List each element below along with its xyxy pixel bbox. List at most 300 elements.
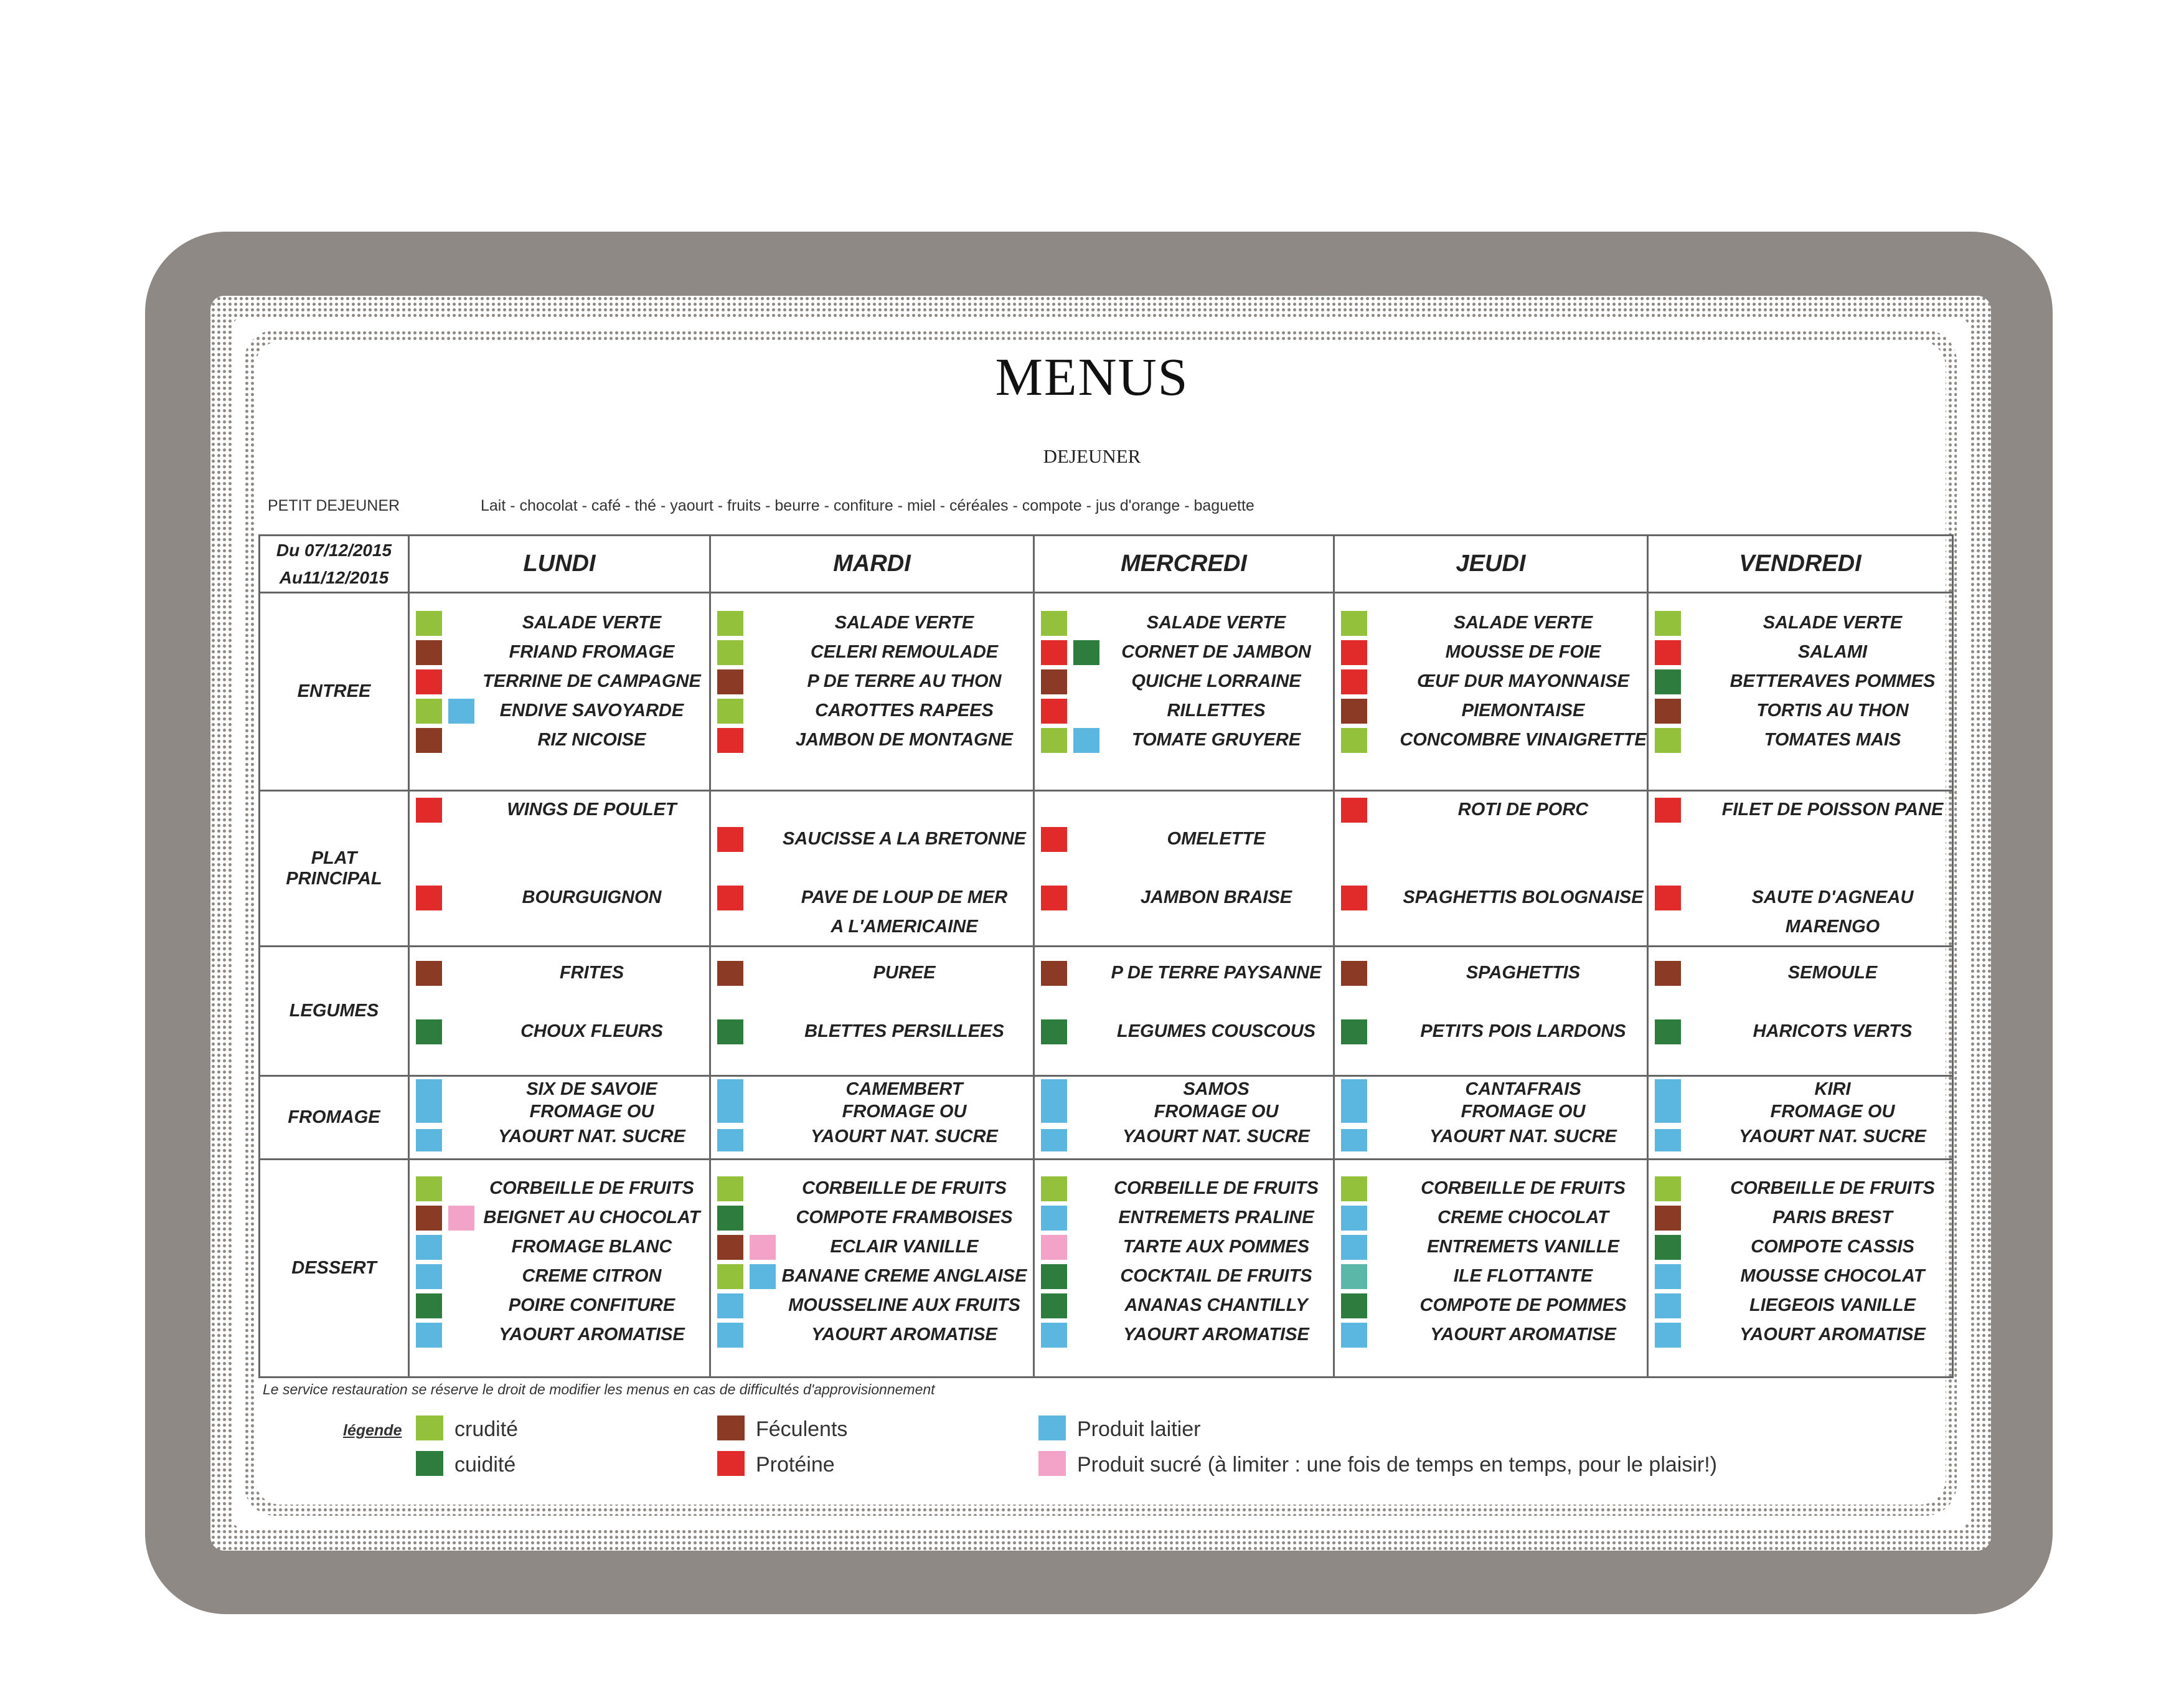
category-swatch: [717, 1235, 743, 1260]
category-swatch: [1341, 669, 1367, 694]
menu-item: [1035, 727, 1333, 754]
category-swatch: [717, 1079, 743, 1123]
category-swatch: [1655, 640, 1681, 665]
menu-item: [1649, 914, 1952, 941]
menu-item: [410, 1234, 709, 1261]
category-swatch: [717, 1176, 743, 1201]
menu-item-name: ENTREMETS VANILLE: [1427, 1237, 1619, 1257]
menu-item: [1035, 1175, 1333, 1203]
category-swatch: [448, 1206, 474, 1231]
cell-plat-jeudi: [1334, 791, 1648, 947]
menu-item: [711, 727, 1033, 754]
category-swatch: [1655, 798, 1681, 823]
legend-swatch: [416, 1416, 443, 1440]
category-swatch: [1341, 1079, 1367, 1123]
category-swatch: [416, 886, 442, 910]
menu-item-name: PUREE: [873, 963, 936, 983]
menu-item: [1335, 727, 1647, 754]
category-swatch: [416, 1176, 442, 1201]
menu-item: [1035, 639, 1333, 666]
category-swatch: [1341, 1129, 1367, 1151]
menu-item-name: CELERI REMOULADE: [810, 642, 999, 662]
menu-item-name: PARIS BREST: [1772, 1208, 1893, 1227]
cell-plat-mardi: [710, 791, 1034, 947]
menu-item: [711, 884, 1033, 912]
menu-item-name: COCKTAIL DE FRUITS: [1120, 1266, 1312, 1286]
menu-item: [1335, 697, 1647, 725]
category-swatch: [717, 728, 743, 753]
menu-item-name: CORBEILLE DE FRUITS: [1114, 1178, 1319, 1198]
menu-item-name: HARICOTS VERTS: [1753, 1021, 1913, 1041]
category-swatch: [1341, 1293, 1367, 1318]
menu-item-name: SALAMI: [1797, 642, 1868, 662]
cell-plat-mercredi: [1034, 791, 1334, 947]
menu-item-name: SIX DE SAVOIE: [526, 1079, 657, 1099]
menu-item: [711, 1321, 1033, 1349]
cell-dessert-lundi: [409, 1160, 710, 1378]
legend-label: Produit sucré (à limiter : une fois de temps en temps, pour le plaisir!): [1077, 1453, 1717, 1477]
menu-item: [711, 1263, 1033, 1290]
menu-item: [410, 610, 709, 637]
date-end: Au11/12/2015: [279, 567, 389, 587]
category-swatch: [1655, 1323, 1681, 1348]
disclaimer-note: Le service restauration se réserve le droit de modifier les menus en cas de difficultés d'approvisionnement: [263, 1381, 935, 1397]
legend-swatch: [717, 1451, 745, 1476]
category-swatch: [1041, 961, 1067, 986]
menu-item: [711, 668, 1033, 696]
category-swatch: [1341, 1176, 1367, 1201]
legend-swatch: [416, 1451, 443, 1476]
menu-item-name: LIEGEOIS VANILLE: [1749, 1295, 1916, 1315]
menu-item-name: COMPOTE DE POMMES: [1419, 1295, 1627, 1315]
category-swatch: [1341, 798, 1367, 823]
category-swatch: [1041, 1176, 1067, 1201]
category-entree: ENTREE: [260, 593, 409, 791]
category-swatch: [717, 1323, 743, 1348]
menu-item: [1035, 960, 1333, 987]
menu-item: [410, 1175, 709, 1203]
menu-item-name: ENTREMETS PRALINE: [1118, 1208, 1314, 1227]
menu-item: [711, 914, 1033, 941]
menu-item: [1649, 1204, 1952, 1232]
category-swatch: [1041, 699, 1067, 724]
menu-item: [1335, 1292, 1647, 1320]
menu-item-name: MOUSSELINE AUX FRUITS: [788, 1295, 1020, 1315]
menu-item: [1035, 826, 1333, 853]
category-swatch: [416, 1129, 442, 1151]
category-swatch: [750, 1264, 776, 1289]
menu-item-name: P DE TERRE AU THON: [807, 671, 1002, 691]
menu-item-name: PIEMONTAISE: [1461, 701, 1585, 721]
menu-item-name: LEGUMES COUSCOUS: [1116, 1021, 1316, 1041]
legend-label: Protéine: [756, 1453, 835, 1477]
menu-item: [1649, 960, 1952, 987]
menu-item-name: SALADE VERTE: [834, 613, 974, 633]
menu-item-name: JAMBON DE MONTAGNE: [795, 730, 1014, 750]
menu-item: [1649, 610, 1952, 637]
category-swatch: [1655, 669, 1681, 694]
menu-item: [1035, 697, 1333, 725]
row-fromage: [260, 1076, 1953, 1160]
menu-item-name: FROMAGE OU: [1770, 1102, 1895, 1122]
menu-item-name: WINGS DE POULET: [507, 800, 677, 820]
cell-fromage-mardi: [710, 1076, 1034, 1160]
menu-item: [1649, 1292, 1952, 1320]
category-swatch: [1341, 640, 1367, 665]
menu-item: [1035, 668, 1333, 696]
category-swatch: [1655, 886, 1681, 910]
category-swatch: [1341, 1206, 1367, 1231]
legend-swatch: [717, 1416, 745, 1440]
menu-item-name: ILE FLOTTANTE: [1453, 1266, 1593, 1286]
menu-item-name: SPAGHETTIS: [1466, 963, 1581, 983]
category-dessert: DESSERT: [260, 1160, 409, 1378]
menu-item: [1649, 796, 1952, 824]
category-swatch: [1655, 699, 1681, 724]
menu-item: [1649, 668, 1952, 696]
menu-item: [1335, 610, 1647, 637]
menu-item-name: SEMOULE: [1787, 963, 1878, 983]
legend-label: Féculents: [756, 1417, 848, 1441]
legend-label: crudité: [454, 1417, 519, 1441]
category-swatch: [1041, 728, 1067, 753]
menu-item: [1035, 1292, 1333, 1320]
menu-item-name: SAMOS: [1183, 1079, 1250, 1099]
row-dessert: [260, 1160, 1953, 1378]
day-header-mercredi: MERCREDI: [1034, 536, 1334, 593]
menu-item-name: BANANE CREME ANGLAISE: [781, 1266, 1027, 1286]
menu-item: [711, 826, 1033, 853]
category-swatch: [1655, 728, 1681, 753]
category-swatch: [1341, 699, 1367, 724]
menu-item: [410, 884, 709, 912]
menu-item-name: YAOURT NAT. SUCRE: [498, 1127, 685, 1146]
menu-item-name: COMPOTE FRAMBOISES: [796, 1208, 1013, 1227]
category-swatch: [717, 886, 743, 910]
cell-entree-vendredi: [1648, 593, 1953, 791]
meal-subtitle: DEJEUNER: [1043, 445, 1141, 467]
menu-item-name: OMELETTE: [1167, 829, 1266, 849]
category-swatch: [1041, 1264, 1067, 1289]
category-swatch: [1041, 1079, 1067, 1123]
menu-item-name: YAOURT AROMATISE: [1739, 1325, 1926, 1345]
row-legumes: [260, 947, 1953, 1076]
menu-item-name: YAOURT AROMATISE: [1123, 1325, 1309, 1345]
legend-label: cuidité: [454, 1453, 516, 1477]
menu-item: [410, 1018, 709, 1046]
menu-item-name: KIRI: [1814, 1079, 1851, 1099]
menu-item-name: A L'AMERICAINE: [831, 917, 978, 937]
category-swatch: [717, 699, 743, 724]
legend-swatch: [1038, 1416, 1066, 1440]
cell-dessert-jeudi: [1334, 1160, 1648, 1378]
menu-item-name: YAOURT NAT. SUCRE: [1123, 1127, 1310, 1146]
category-swatch: [717, 1129, 743, 1151]
cell-dessert-mercredi: [1034, 1160, 1334, 1378]
category-swatch: [448, 699, 474, 724]
category-swatch: [416, 1323, 442, 1348]
menu-item-name: MOUSSE DE FOIE: [1445, 642, 1601, 662]
menu-item: [1335, 960, 1647, 987]
menu-item-name: FRIAND FROMAGE: [509, 642, 675, 662]
category-swatch: [416, 1079, 442, 1123]
menu-item-name: RIZ NICOISE: [537, 730, 646, 750]
menu-item-name: TOMATES MAIS: [1764, 730, 1901, 750]
menu-item: [711, 1175, 1033, 1203]
category-swatch: [1041, 611, 1067, 636]
menu-item: [1649, 697, 1952, 725]
category-swatch: [1341, 728, 1367, 753]
menu-item: [1035, 1018, 1333, 1046]
menu-item: [711, 1018, 1033, 1046]
menu-table: [258, 534, 1954, 1378]
category-swatch: [717, 1019, 743, 1044]
category-swatch: [1341, 1264, 1367, 1289]
menu-item-name: FROMAGE OU: [1461, 1102, 1586, 1122]
table-header-row: [260, 536, 1953, 593]
menu-item-name: BEIGNET AU CHOCOLAT: [483, 1208, 700, 1227]
menu-item-name: ROTI DE PORC: [1457, 800, 1589, 820]
page-title: MENUS: [995, 347, 1189, 407]
category-swatch: [416, 1019, 442, 1044]
menu-item-name: QUICHE LORRAINE: [1131, 671, 1301, 691]
menu-item: [711, 697, 1033, 725]
cell-legumes-jeudi: [1334, 947, 1648, 1076]
category-swatch: [1041, 669, 1067, 694]
cell-entree-lundi: [409, 593, 710, 791]
menu-item: [1035, 1321, 1333, 1349]
menu-item: [1649, 884, 1952, 912]
menu-item-name: CORBEILLE DE FRUITS: [802, 1178, 1007, 1198]
cell-fromage-mercredi: [1034, 1076, 1334, 1160]
category-swatch: [1073, 640, 1099, 665]
menu-item-name: CORNET DE JAMBON: [1121, 642, 1311, 662]
cell-dessert-mardi: [710, 1160, 1034, 1378]
menu-item: [1649, 639, 1952, 666]
menu-item: [711, 960, 1033, 987]
category-swatch: [717, 640, 743, 665]
menu-item: [1335, 1234, 1647, 1261]
menu-item-name: FROMAGE OU: [842, 1102, 967, 1122]
cell-legumes-vendredi: [1648, 947, 1953, 1076]
menu-item: [410, 697, 709, 725]
cell-legumes-mardi: [710, 947, 1034, 1076]
category-swatch: [1655, 1235, 1681, 1260]
category-swatch: [717, 1206, 743, 1231]
menu-item-name: COMPOTE CASSIS: [1751, 1237, 1914, 1257]
category-swatch: [1041, 1235, 1067, 1260]
menu-item-name: MARENGO: [1785, 917, 1880, 937]
breakfast-label: PETIT DEJEUNER: [268, 497, 400, 514]
menu-item: [1335, 796, 1647, 824]
menu-item: [1335, 1018, 1647, 1046]
cell-fromage-jeudi: [1334, 1076, 1648, 1160]
category-swatch: [717, 1264, 743, 1289]
category-swatch: [1341, 961, 1367, 986]
menu-item: [410, 639, 709, 666]
category-swatch: [1655, 1206, 1681, 1231]
category-fromage: FROMAGE: [260, 1076, 409, 1160]
menu-item-name: ŒUF DUR MAYONNAISE: [1416, 671, 1630, 691]
breakfast-items: Lait - chocolat - café - thé - yaourt - fruits - beurre - confiture - miel - céréales - compote - jus d'orange - baguette: [481, 497, 1254, 514]
menu-item-name: ANANAS CHANTILLY: [1124, 1295, 1308, 1315]
category-swatch: [1041, 827, 1067, 852]
category-swatch: [1041, 1293, 1067, 1318]
menu-item-name: P DE TERRE PAYSANNE: [1111, 963, 1322, 983]
category-plat-principal: [260, 791, 409, 947]
category-swatch: [416, 1264, 442, 1289]
category-swatch: [416, 1206, 442, 1231]
category-swatch: [416, 611, 442, 636]
menu-item: [1335, 1204, 1647, 1232]
category-swatch: [717, 669, 743, 694]
menu-item: [1035, 884, 1333, 912]
category-swatch: [1341, 1019, 1367, 1044]
menu-item-name: TARTE AUX POMMES: [1123, 1237, 1310, 1257]
menu-item: [410, 1263, 709, 1290]
cell-plat-lundi: [409, 791, 710, 947]
menu-item-name: SPAGHETTIS BOLOGNAISE: [1403, 887, 1644, 907]
menu-item-name: BOURGUIGNON: [522, 887, 662, 907]
menu-item: [1335, 1263, 1647, 1290]
category-swatch: [416, 728, 442, 753]
menu-item-name: CHOUX FLEURS: [520, 1021, 663, 1041]
category-swatch: [416, 961, 442, 986]
menu-item-name: CORBEILLE DE FRUITS: [1421, 1178, 1626, 1198]
menu-item: [711, 1234, 1033, 1261]
menu-item-name: ENDIVE SAVOYARDE: [499, 701, 684, 721]
menu-item: [410, 796, 709, 824]
day-header-mardi: MARDI: [710, 536, 1034, 593]
menu-item: [711, 1204, 1033, 1232]
category-swatch: [416, 640, 442, 665]
category-swatch: [416, 798, 442, 823]
menu-item: [1649, 1175, 1952, 1203]
menu-item-name: CORBEILLE DE FRUITS: [489, 1178, 694, 1198]
category-swatch: [1041, 1206, 1067, 1231]
menu-item-name: SALADE VERTE: [1763, 613, 1903, 633]
menu-item-name: YAOURT NAT. SUCRE: [1739, 1127, 1926, 1146]
category-swatch: [1341, 1235, 1367, 1260]
menu-item-name: PAVE DE LOUP DE MER: [801, 887, 1008, 907]
menu-item-name: CREME CHOCOLAT: [1438, 1208, 1609, 1227]
menu-item-name: ECLAIR VANILLE: [830, 1237, 979, 1257]
category-swatch: [416, 1235, 442, 1260]
category-plat-line1: PLAT: [311, 848, 357, 868]
menu-item-name: FROMAGE BLANC: [511, 1237, 672, 1257]
category-swatch: [1655, 611, 1681, 636]
menu-item: [410, 727, 709, 754]
menu-item-name: YAOURT NAT. SUCRE: [811, 1127, 998, 1146]
menu-item-name: SAUTE D'AGNEAU: [1751, 887, 1914, 907]
menu-item: [1335, 1321, 1647, 1349]
category-swatch: [1655, 1019, 1681, 1044]
menu-item-name: JAMBON BRAISE: [1140, 887, 1292, 907]
category-swatch: [416, 669, 442, 694]
category-swatch: [416, 699, 442, 724]
menu-item-name: TERRINE DE CAMPAGNE: [482, 671, 701, 691]
menu-item: [711, 610, 1033, 637]
menu-item-name: YAOURT AROMATISE: [1430, 1325, 1616, 1345]
menu-item-name: FROMAGE OU: [529, 1102, 654, 1122]
cell-entree-jeudi: [1334, 593, 1648, 791]
legend-label: Produit laitier: [1077, 1417, 1201, 1441]
menu-item-name: BLETTES PERSILLEES: [804, 1021, 1004, 1041]
menu-item: [410, 1292, 709, 1320]
cell-fromage-lundi: [409, 1076, 710, 1160]
menu-item-name: SALADE VERTE: [522, 613, 662, 633]
menu-item-name: CAMEMBERT: [845, 1079, 963, 1099]
cell-plat-vendredi: [1648, 791, 1953, 947]
category-swatch: [1041, 1129, 1067, 1151]
cell-fromage-vendredi: [1648, 1076, 1953, 1160]
category-swatch: [1041, 1019, 1067, 1044]
menu-item-name: BETTERAVES POMMES: [1730, 671, 1936, 691]
day-header-lundi: LUNDI: [409, 536, 710, 593]
category-swatch: [717, 827, 743, 852]
menu-item: [1649, 1234, 1952, 1261]
menu-item: [1335, 668, 1647, 696]
cell-dessert-vendredi: [1648, 1160, 1953, 1378]
menu-item-name: FROMAGE OU: [1154, 1102, 1279, 1122]
menu-item: [1335, 884, 1647, 912]
category-swatch: [717, 611, 743, 636]
menu-item: [1335, 1175, 1647, 1203]
menu-item: [1649, 1321, 1952, 1349]
menu-item: [410, 1321, 709, 1349]
cell-legumes-lundi: [409, 947, 710, 1076]
menu-item-name: MOUSSE CHOCOLAT: [1740, 1266, 1925, 1286]
menu-item: [1035, 1234, 1333, 1261]
category-swatch: [1655, 1293, 1681, 1318]
menu-item-name: CORBEILLE DE FRUITS: [1730, 1178, 1935, 1198]
day-header-vendredi: VENDREDI: [1648, 536, 1953, 593]
category-swatch: [1041, 886, 1067, 910]
menu-item: [711, 1292, 1033, 1320]
category-swatch: [1341, 611, 1367, 636]
cell-entree-mardi: [710, 593, 1034, 791]
menu-item-name: YAOURT AROMATISE: [499, 1325, 685, 1345]
date-range: [260, 536, 409, 593]
menu-item-name: SALADE VERTE: [1453, 613, 1593, 633]
menu-item-name: CAROTTES RAPEES: [815, 701, 994, 721]
category-swatch: [1073, 728, 1099, 753]
row-plat: [260, 791, 1953, 947]
menu-item-name: RILLETTES: [1167, 701, 1266, 721]
category-legumes: LEGUMES: [260, 947, 409, 1076]
category-plat-line2: PRINCIPAL: [286, 868, 382, 889]
menu-item-name: SAUCISSE A LA BRETONNE: [782, 829, 1026, 849]
menu-item: [1335, 639, 1647, 666]
menu-item-name: YAOURT AROMATISE: [811, 1325, 997, 1345]
category-swatch: [717, 1293, 743, 1318]
category-swatch: [416, 1293, 442, 1318]
menu-item: [410, 960, 709, 987]
category-swatch: [750, 1235, 776, 1260]
cell-legumes-mercredi: [1034, 947, 1334, 1076]
menu-item-name: TORTIS AU THON: [1756, 701, 1909, 721]
menu-item-name: PETITS POIS LARDONS: [1420, 1021, 1626, 1041]
menu-item-name: TOMATE GRUYERE: [1131, 730, 1301, 750]
category-swatch: [1341, 886, 1367, 910]
category-swatch: [1655, 961, 1681, 986]
menu-item: [1035, 1204, 1333, 1232]
menu-item: [711, 639, 1033, 666]
menu-item: [1035, 610, 1333, 637]
menu-item-name: CONCOMBRE VINAIGRETTE: [1400, 730, 1647, 750]
category-swatch: [1655, 1079, 1681, 1123]
category-swatch: [1041, 1323, 1067, 1348]
